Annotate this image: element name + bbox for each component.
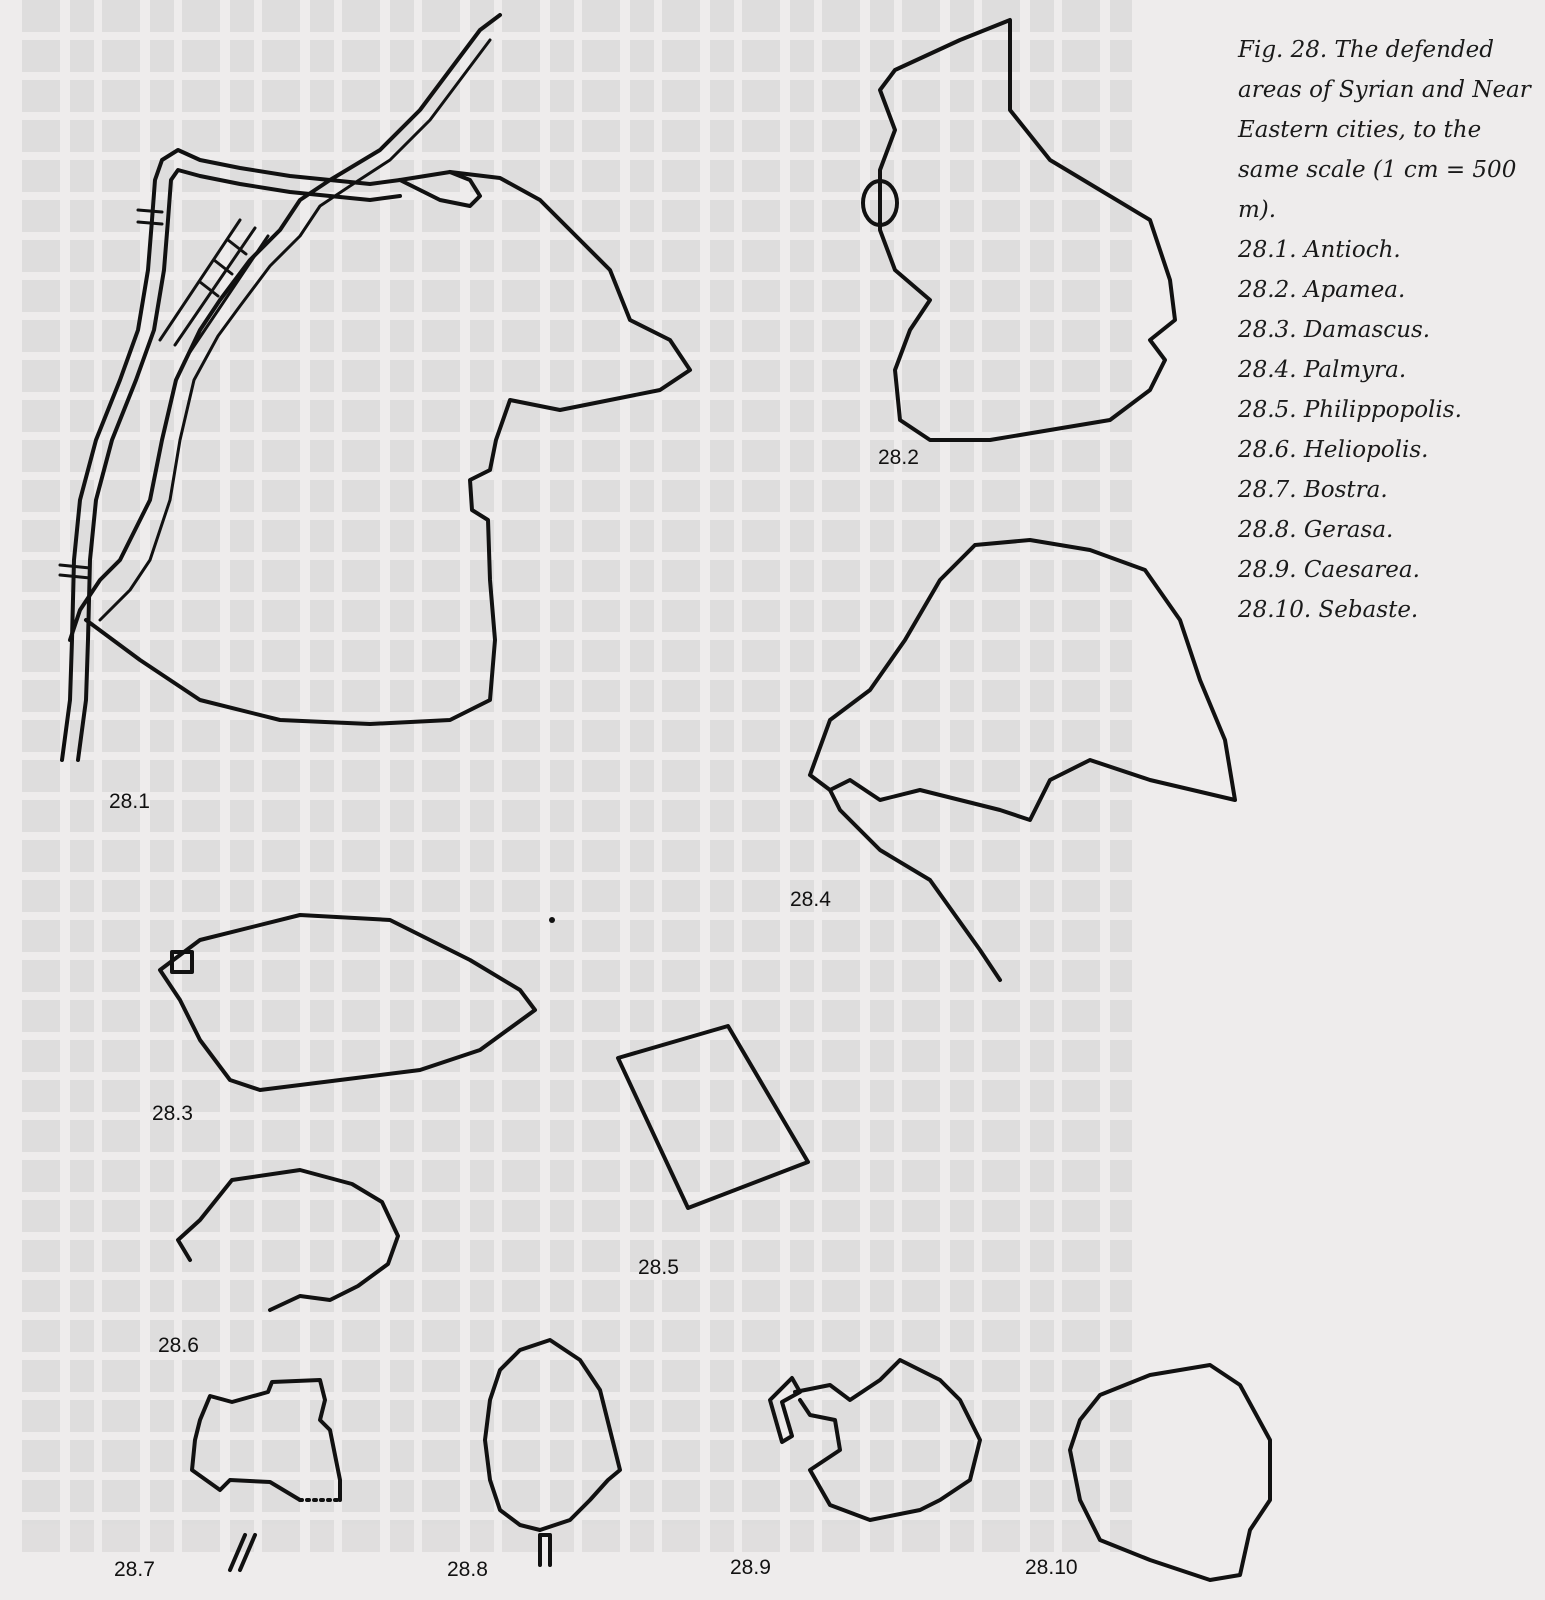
label-28-1: 28.1 (109, 790, 150, 813)
caption-title: Fig. 28. The defended areas of Syrian and Near Eastern cities, to the same scale (1 cm = 500 m). (1238, 37, 1531, 223)
caption-item: 28.8. Gerasa. (1238, 517, 1394, 543)
figure-caption (1238, 30, 1538, 630)
label-28-2: 28.2 (878, 446, 919, 469)
caption-item: 28.1. Antioch. (1238, 237, 1401, 263)
label-28-3: 28.3 (152, 1102, 193, 1125)
plan-gerasa (485, 1340, 620, 1565)
plan-philippopolis (618, 1026, 808, 1208)
label-28-6: 28.6 (158, 1334, 199, 1357)
label-28-9: 28.9 (730, 1556, 771, 1579)
caption-item: 28.9. Caesarea. (1238, 557, 1420, 583)
plan-damascus (160, 915, 535, 1090)
caption-item: 28.2. Apamea. (1238, 277, 1406, 303)
caption-item: 28.6. Heliopolis. (1238, 437, 1429, 463)
caption-item: 28.3. Damascus. (1238, 317, 1431, 343)
caption-item: 28.7. Bostra. (1238, 477, 1388, 503)
caption-item: 28.10. Sebaste. (1238, 597, 1419, 623)
plan-palmyra (549, 540, 1235, 980)
caption-item: 28.5. Philippopolis. (1238, 397, 1462, 423)
plan-sebaste (1070, 1365, 1270, 1580)
plan-bostra (192, 1380, 340, 1570)
caption-item: 28.4. Palmyra. (1238, 357, 1407, 383)
plan-caesarea (770, 1360, 980, 1520)
plan-heliopolis (178, 1170, 398, 1310)
label-28-7: 28.7 (114, 1558, 155, 1581)
plan-antioch (60, 15, 690, 760)
plan-apamea (863, 20, 1175, 440)
label-28-8: 28.8 (447, 1558, 488, 1581)
label-28-10: 28.10 (1025, 1556, 1078, 1579)
caption-list (1238, 230, 1538, 630)
label-28-4: 28.4 (790, 888, 831, 911)
label-28-5: 28.5 (638, 1256, 679, 1279)
